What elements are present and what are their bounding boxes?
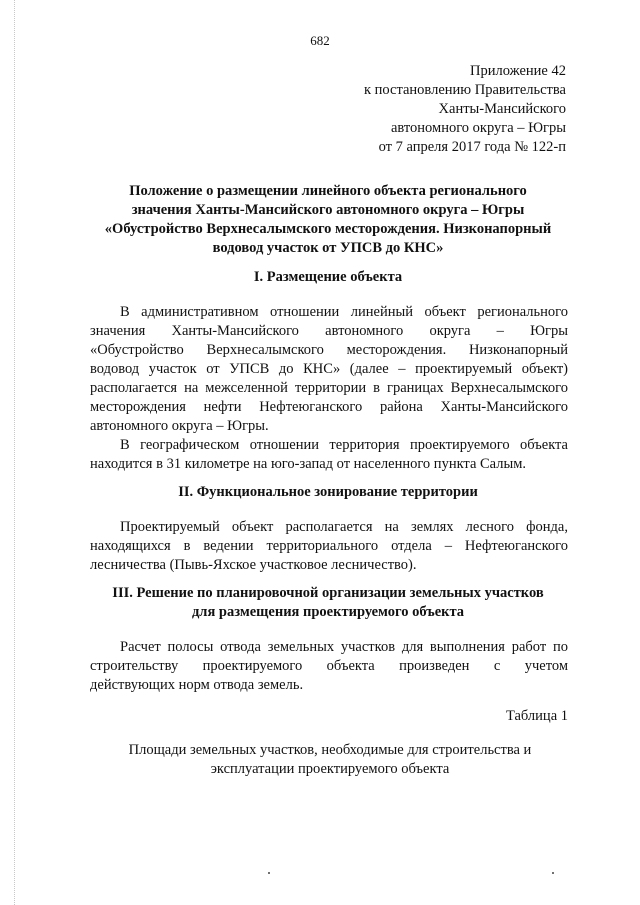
scan-speck <box>268 872 270 874</box>
paragraph-line: лесничества (Пывь-Яхское участковое лесничество). <box>90 557 417 573</box>
section-1-paragraph-1 <box>90 303 568 436</box>
heading-line: I. Размещение объекта <box>253 269 403 285</box>
section-3-heading <box>90 584 566 622</box>
title-line: водовод участок от УПСВ до КНС» <box>212 240 444 256</box>
paragraph-line: находится в 31 километре на юго-запад от населенного пункта Салым. <box>90 456 527 472</box>
appendix-line: автономного округа – Югры <box>390 120 566 136</box>
section-1-paragraph-2 <box>90 436 568 474</box>
section-2-paragraph-1 <box>90 518 568 575</box>
paragraph-line: Проектируемый объект располагается на землях лесного фонда, <box>120 519 568 535</box>
title-line: Положение о размещении линейного объекта регионального <box>129 183 527 199</box>
paragraph-line: строительству проектируемого объекта произведен с учетом <box>90 658 568 674</box>
heading-line: для размещения проектируемого объекта <box>191 604 465 620</box>
section-2-heading <box>90 483 566 502</box>
paragraph-line: «Обустройство Верхнесалымского месторождения. Низконапорный <box>90 342 568 358</box>
title-line: значения Ханты-Мансийского автономного округа – Югры <box>131 202 525 218</box>
paragraph-line: В географическом отношении территория проектируемого объекта <box>120 437 568 453</box>
paragraph-line: значения Ханты-Мансийского автономного округа – Югры <box>90 323 568 339</box>
paragraph-line: действующих норм отвода земель. <box>90 677 304 693</box>
appendix-line: к постановлению Правительства <box>364 82 566 98</box>
section-3-paragraph-1 <box>90 638 568 695</box>
heading-line: III. Решение по планировочной организации земельных участков <box>112 585 544 601</box>
paragraph-line: месторождения нефти Нефтеюганского района Ханты-Мансийского <box>90 399 568 415</box>
table-title <box>60 741 600 779</box>
table-title-line: Площади земельных участков, необходимые для строительства и <box>128 742 532 758</box>
heading-line: II. Функциональное зонирование территории <box>178 484 478 500</box>
scan-edge-marks <box>14 0 16 905</box>
paragraph-line: располагается на межселенной территории в границах Верхнесалымского <box>90 380 568 396</box>
paragraph-line: Расчет полосы отвода земельных участков для выполнения работ по <box>120 639 568 655</box>
title-line: «Обустройство Верхнесалымского месторождения. Низконапорный <box>104 221 552 237</box>
table-title-line: эксплуатации проектируемого объекта <box>210 761 450 777</box>
appendix-block <box>246 62 566 157</box>
paragraph-line: автономного округа – Югры. <box>90 418 269 434</box>
paragraph-line: водовод участок от УПСВ до КНС» (далее – проектируемый объект) <box>90 361 568 377</box>
table-caption: Таблица 1 <box>505 708 568 724</box>
appendix-line: Ханты-Мансийского <box>438 101 566 117</box>
scan-speck <box>552 872 554 874</box>
paragraph-line: находящихся в ведении территориального отдела – Нефтеюганского <box>90 538 568 554</box>
appendix-line: от 7 апреля 2017 года № 122-п <box>378 139 566 155</box>
section-1-heading <box>90 268 566 287</box>
appendix-line: Приложение 42 <box>470 63 566 79</box>
page-number: 682 <box>310 33 330 48</box>
document-title <box>90 182 566 258</box>
paragraph-line: В административном отношении линейный объект регионального <box>120 304 568 320</box>
